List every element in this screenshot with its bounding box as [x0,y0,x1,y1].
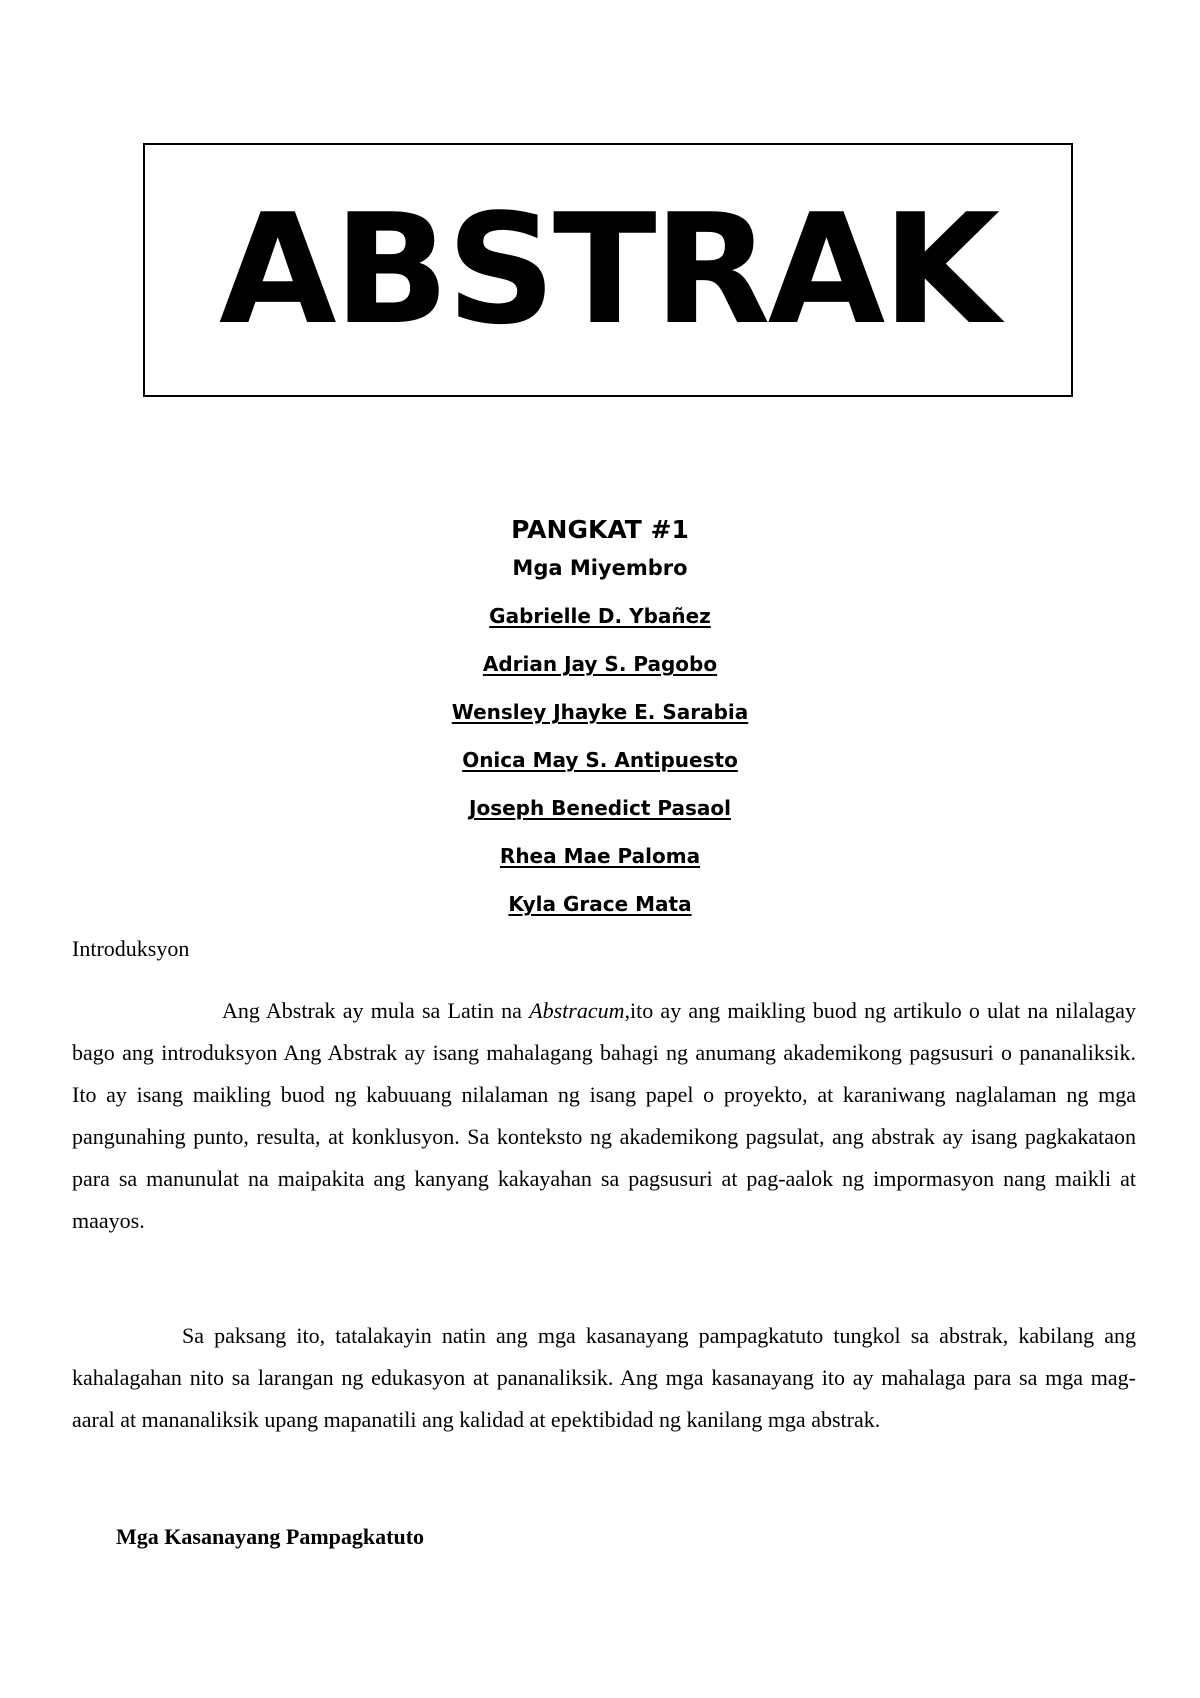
intro-paragraph-1 [72,990,1136,1242]
member-name: Wensley Jhayke E. Sarabia [451,700,749,724]
member-name: Gabrielle D. Ybañez [489,604,711,628]
member-name: Rhea Mae Paloma [499,844,701,868]
member-name: Joseph Benedict Pasaol [469,796,731,820]
group-title: PANGKAT #1 [511,515,689,544]
member-name: Kyla Grace Mata [508,892,692,916]
intro-label: Introduksyon [72,936,190,961]
section-heading: Mga Kasanayang Pampagkatuto [116,1524,425,1549]
title-box [143,143,1073,397]
document-title: ABSTRAK [218,181,998,358]
members-label: Mga Miyembro [512,556,688,580]
member-name: Adrian Jay S. Pagobo [482,652,718,676]
paragraph-text: Sa paksang ito, tatalakayin natin ang mga kasanayang pampagkatuto tungkol sa abstrak, kabilang ang kahalagahan nito sa larangan ng edukasyon at pananaliksik. Ang mga kasanayang ito ay mahalaga para sa mga mag-aaral at mananaliksik upang mapanatili ang kalidad at epektibidad ng kanilang mga abstrak. [72,1323,1136,1432]
paragraph-text: Ang Abstrak ay mula sa Latin na [222,998,530,1023]
latin-term: Abstracum [529,998,625,1023]
intro-paragraph-2 [72,1315,1136,1441]
paragraph-text: ,ito ay ang maikling buod ng artikulo o ulat na nilalagay bago ang introduksyon Ang Abstrak ay isang mahalagang bahagi ng anumang akademikong pagsusuri o pananaliksik. Ito ay isang maikling buod ng kabuuang nilalaman ng isang papel o proyekto, at karaniwang naglalaman ng mga pangunahing punto, resulta, at konklusyon. Sa konteksto ng akademikong pagsulat, ang abstrak ay isang pagkakataon para sa manunulat na maipakita ang kanyang kakayahan sa pagsusuri at pag-aalok ng impormasyon nang maikli at maayos. [72,998,1136,1233]
member-name: Onica May S. Antipuesto [462,748,738,772]
